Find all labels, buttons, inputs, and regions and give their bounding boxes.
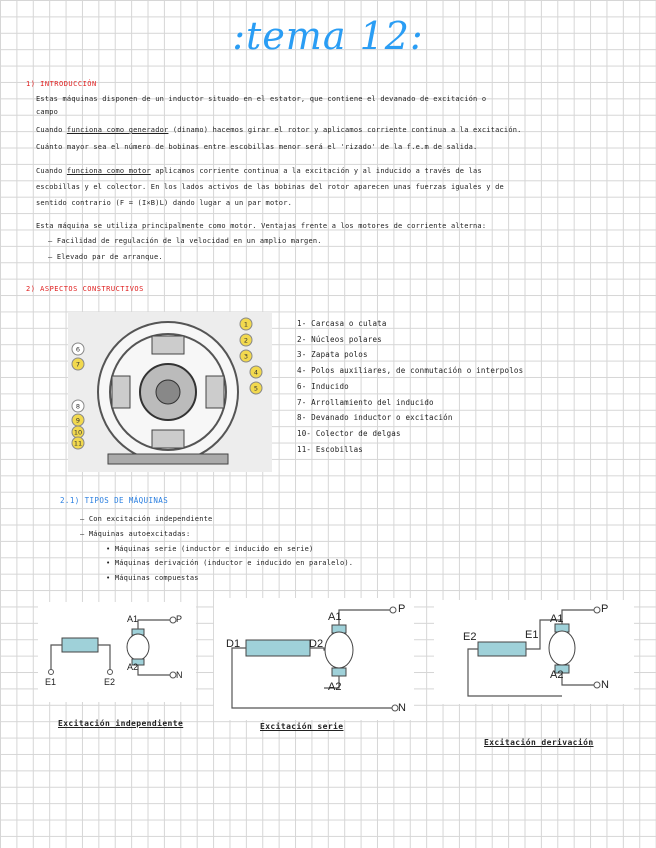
- figure-marker-number: 10: [73, 428, 83, 437]
- diagram-independiente: [38, 602, 196, 702]
- figure-marker-number: 2: [243, 336, 249, 345]
- machine-base: [108, 454, 228, 464]
- part-item: 1- Carcasa o culata: [297, 319, 387, 328]
- field-coil: [62, 638, 98, 652]
- intro-paragraph-rizado: Cuánto mayor sea el número de bobinas entre escobillas menor será el 'rizado' de la f.e.m de salida.: [36, 143, 478, 151]
- underlined-term: funciona como motor: [66, 167, 151, 175]
- part-item: 3- Zapata polos: [297, 350, 368, 360]
- terminal-p: [594, 607, 600, 613]
- text-run: Cuando: [36, 167, 67, 175]
- intro-paragraph-line: sentido contrario (F = (I×B)L) dando lugar a un par motor.: [36, 199, 293, 207]
- figure-marker-number: 8: [75, 402, 81, 411]
- terminal-e1: [49, 670, 54, 675]
- machine-type-item: – Máquinas autoexcitadas:: [80, 530, 191, 538]
- section-heading-introduccion: 1) INTRODUCCIÓN: [26, 80, 97, 88]
- text-run: aplicamos corriente continua a la excitación y al inducido a través de las: [150, 167, 482, 175]
- armature-circle: [549, 631, 575, 665]
- pole-bottom: [152, 430, 184, 448]
- label-a2: A2: [550, 669, 564, 681]
- terminal-n: [594, 682, 600, 688]
- pole-right: [206, 376, 224, 408]
- label-d1: D1: [226, 638, 241, 650]
- caption-independiente: Excitación independiente: [58, 719, 184, 728]
- label-n: N: [601, 679, 609, 691]
- series-field-coil: [246, 640, 310, 656]
- page-title: :tema 12:: [232, 14, 424, 58]
- wire: [138, 665, 170, 675]
- dc-machine-figure: [68, 312, 272, 472]
- intro-paragraph-generator: [36, 122, 522, 138]
- label-p: P: [601, 603, 609, 615]
- label-p: P: [398, 603, 406, 615]
- figure-marker-number: 9: [75, 416, 81, 425]
- brush-bottom: [332, 668, 346, 676]
- machine-subtype-item: • Máquinas derivación (inductor e inducido en paralelo).: [106, 559, 354, 567]
- label-a1: A1: [550, 613, 564, 625]
- label-e1: E1: [45, 677, 57, 687]
- part-item: 2- Núcleos polares: [297, 334, 382, 344]
- commutator: [156, 380, 180, 404]
- figure-marker-number: 3: [243, 352, 249, 361]
- text-run: Cuando: [36, 126, 67, 134]
- part-item: 10- Colector de delgas: [297, 428, 401, 438]
- label-a2: A2: [127, 662, 139, 672]
- figure-marker-number: 7: [75, 360, 81, 369]
- label-d2: D2: [309, 638, 324, 650]
- terminal-e2: [108, 670, 113, 675]
- intro-paragraph-line: Estas máquinas disponen de un inductor situado en el estator, que contiene el devanado de excitación o: [36, 95, 487, 103]
- armature-circle: [325, 632, 353, 668]
- armature-circle: [127, 634, 149, 660]
- machine-subtype-item: • Máquinas serie (inductor e inducido en serie): [106, 545, 314, 553]
- part-item: 4- Polos auxiliares, de conmutación o interpolos: [297, 366, 524, 376]
- intro-paragraph-motor: [36, 163, 482, 179]
- pole-top: [152, 336, 184, 354]
- figure-marker-number: 6: [75, 345, 81, 354]
- label-p: P: [176, 614, 183, 624]
- label-a2: A2: [328, 681, 342, 693]
- label-e2: E2: [463, 631, 477, 643]
- label-a1: A1: [127, 614, 139, 624]
- part-item: 7- Arrollamiento del inducido: [297, 397, 434, 407]
- shunt-field-coil: [478, 642, 526, 656]
- section-heading-aspectos: 2) ASPECTOS CONSTRUCTIVOS: [26, 285, 144, 293]
- intro-paragraph-uses: Esta máquina se utiliza principalmente como motor. Ventajas frente a los motores de corriente alterna:: [36, 222, 487, 230]
- label-n: N: [398, 702, 406, 714]
- label-e1: E1: [525, 629, 539, 641]
- pole-left: [112, 376, 130, 408]
- wire: [138, 620, 170, 629]
- intro-paragraph-line: escobillas y el colector. En los lados activos de las bobinas del rotor aparecen unas fuerzas iguales y de: [36, 183, 504, 191]
- wire: [98, 645, 110, 670]
- terminal-p: [390, 607, 396, 613]
- wire: [562, 610, 594, 624]
- figure-marker-number: 5: [253, 384, 259, 393]
- machine-type-item: – Con excitación independiente: [80, 515, 213, 523]
- label-n: N: [176, 670, 183, 680]
- part-item: 6- Inducido: [297, 381, 349, 391]
- figure-marker-number: 11: [73, 439, 83, 448]
- diagram-serie: [214, 598, 414, 720]
- underlined-term: funciona como generador: [66, 126, 169, 134]
- wire: [232, 648, 392, 708]
- parts-list: [297, 316, 523, 457]
- label-e2: E2: [104, 677, 116, 687]
- section-heading-tipos: 2.1) TIPOS DE MÁQUINAS: [60, 496, 169, 505]
- figure-marker-number: 4: [253, 368, 259, 377]
- part-item: 8- Devanado inductor o excitación: [297, 413, 453, 423]
- text-run: (dinamo) hacemos girar el rotor y aplicamos corriente continua a la excitación.: [168, 126, 522, 134]
- advantage-item: – Elevado par de arranque.: [48, 253, 163, 261]
- part-item: 11- Escobillas: [297, 444, 364, 454]
- caption-derivacion: Excitación derivación: [484, 738, 594, 747]
- wire: [51, 645, 62, 670]
- wire: [562, 673, 594, 685]
- wire: [339, 610, 390, 625]
- intro-paragraph-line: campo: [36, 108, 59, 116]
- caption-serie: Excitación serie: [260, 722, 344, 731]
- label-a1: A1: [328, 611, 342, 623]
- figure-marker-number: 1: [243, 320, 249, 329]
- machine-subtype-item: • Máquinas compuestas: [106, 574, 199, 582]
- advantage-item: – Facilidad de regulación de la velocidad en un amplio margen.: [48, 237, 322, 245]
